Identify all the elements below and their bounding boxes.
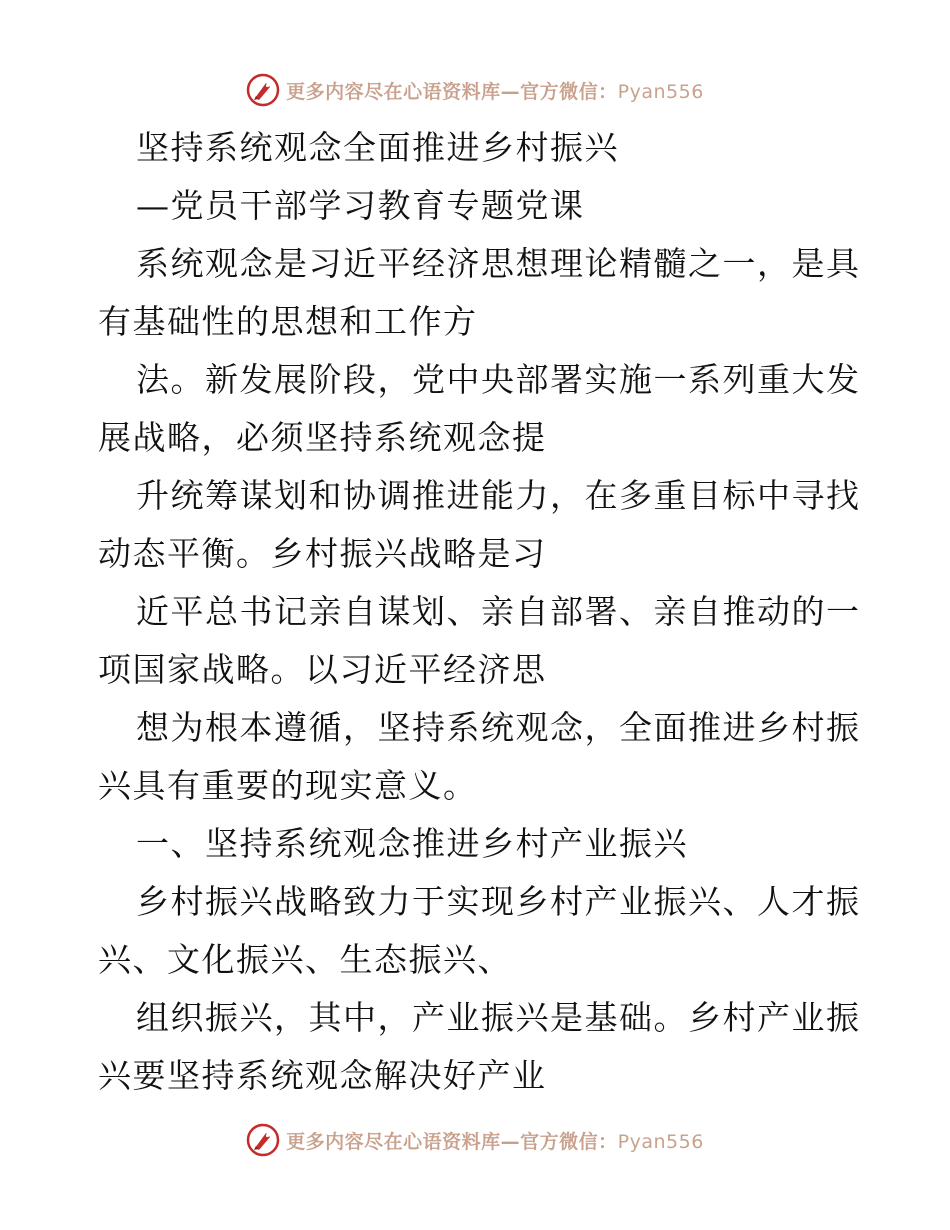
paragraph-line: 乡村振兴战略致力于实现乡村产业振兴、人才振 [136,882,861,921]
document-title: 坚持系统观念全面推进乡村振兴 [136,128,619,167]
paragraph-line: 兴具有重要的现实意义。 [98,766,478,805]
pen-nib-logo-icon [246,1123,280,1157]
paragraph-line: 法。新发展阶段，党中央部署实施一系列重大发 [136,360,861,399]
watermark-id: Pyan556 [617,80,704,103]
watermark-label: 更多内容尽在心语资料库—官方微信： [286,1130,618,1153]
paragraph-line: 项国家战略。以习近平经济思 [98,650,547,689]
watermark-text [286,77,704,104]
section-heading: 一、坚持系统观念推进乡村产业振兴 [136,824,688,863]
paragraph-line: 想为根本遵循，坚持系统观念，全面推进乡村振 [136,708,861,747]
watermark-label: 更多内容尽在心语资料库—官方微信： [286,80,618,103]
paragraph-line: 近平总书记亲自谋划、亲自部署、亲自推动的一 [136,592,861,631]
watermark-text [286,1127,704,1154]
paragraph-line: 有基础性的思想和工作方 [98,302,478,341]
watermark-id: Pyan556 [617,1130,704,1153]
paragraph-line: 组织振兴，其中，产业振兴是基础。乡村产业振 [136,998,861,1037]
paragraph-line: 升统筹谋划和协调推进能力，在多重目标中寻找 [136,476,861,515]
paragraph-line: 展战略，必须坚持系统观念提 [98,418,547,457]
pen-nib-logo-icon [246,73,280,107]
paragraph-line: 兴、文化振兴、生态振兴、 [98,940,512,979]
document-body [98,119,861,1105]
document-subtitle: —党员干部学习教育专题党课 [136,186,585,225]
paragraph-line: 兴要坚持系统观念解决好产业 [98,1056,547,1095]
header-watermark [0,70,950,110]
paragraph-line: 系统观念是习近平经济思想理论精髓之一，是具 [136,244,861,283]
footer-watermark [0,1120,950,1160]
paragraph-line: 动态平衡。乡村振兴战略是习 [98,534,547,573]
